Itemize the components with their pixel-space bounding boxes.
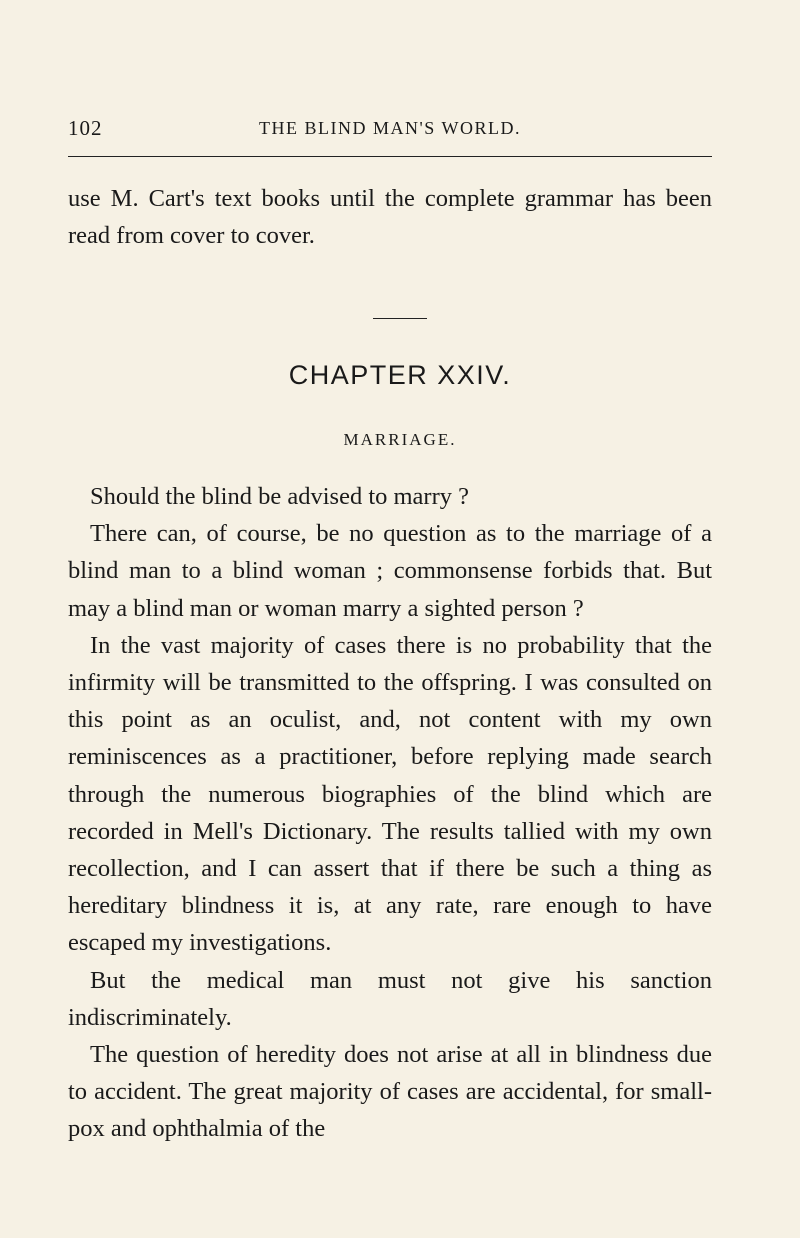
page-number: 102	[68, 116, 103, 140]
paragraph: In the vast majority of cases there is no probability that the infirmity will be transmitted to the offspring. I was consulted on this point as an oculist, and, not content with my own reminiscences as a practitioner, before replying made search through the numerous biographies of the blind which are recorded in Mell's Dictionary. The results tallied with my own recollection, and I can assert that if there be such a thing as hereditary blindness it is, at any rate, rare enough to have escaped my investigations.	[68, 631, 712, 957]
paragraph: But the medical man must not give his sanction indiscriminately.	[68, 966, 712, 1031]
header-rule	[68, 156, 712, 157]
paragraph: The question of heredity does not arise at all in blindness due to accident. The great majority of cases are accidental, for small-pox and ophthalmia of the	[68, 1041, 712, 1143]
continuation-paragraph: use M. Cart's text books until the complete grammar has been read from cover to cover.	[68, 185, 712, 249]
section-divider	[373, 318, 427, 319]
chapter-body	[68, 478, 712, 1148]
paragraph: Should the blind be advised to marry ?	[90, 483, 469, 510]
paragraph: There can, of course, be no question as to the marriage of a blind man to a blind woman ; commonsense forbids that. But may a blind man or woman marry a sighted person ?	[68, 520, 712, 622]
chapter-subheading: MARRIAGE.	[343, 430, 457, 449]
chapter-heading: CHAPTER XXIV.	[288, 360, 512, 390]
running-head	[68, 116, 712, 142]
running-title: THE BLIND MAN'S WORLD.	[259, 118, 521, 138]
